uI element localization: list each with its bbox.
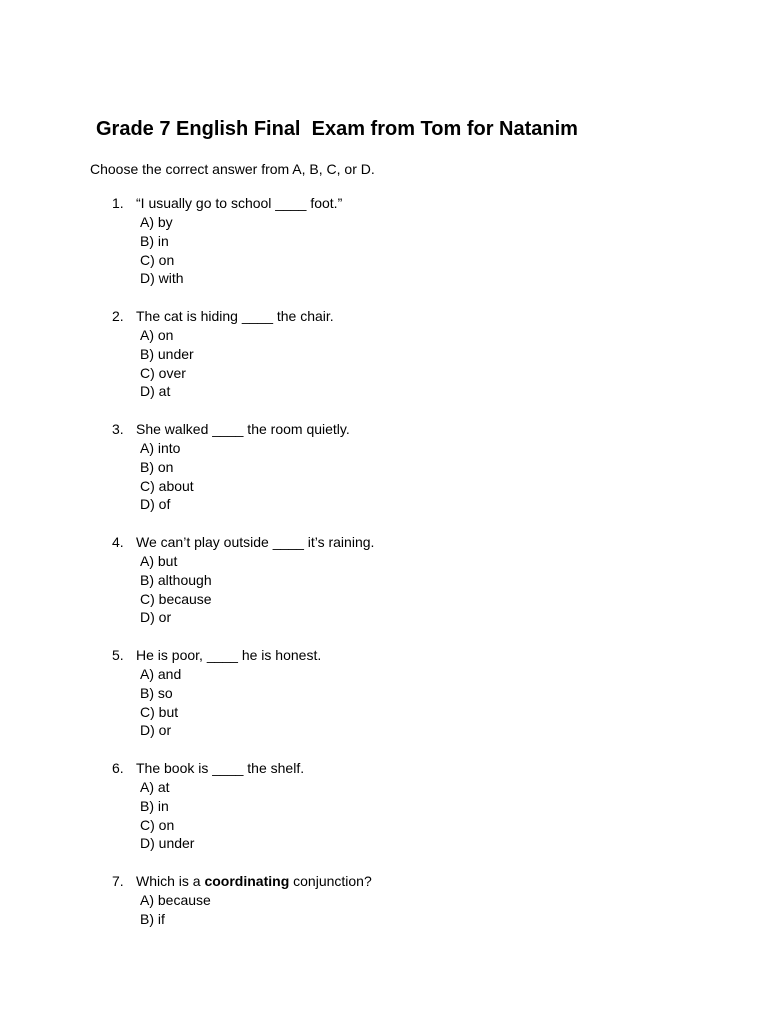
question-2: [0, 307, 768, 420]
question-number: 7.: [112, 873, 124, 889]
option-d: D) at: [140, 383, 171, 400]
question-text: He is poor, ____ he is honest.: [136, 647, 322, 663]
question-number: 5.: [112, 647, 124, 663]
option-a: A) but: [140, 553, 178, 569]
question-number: 6.: [112, 760, 124, 776]
option-list: [140, 665, 181, 740]
option-d: D) or: [140, 609, 172, 626]
option-a: A) and: [140, 666, 182, 682]
option-d: D) of: [140, 496, 171, 513]
question-4: [0, 533, 768, 646]
question-text-emphasis: coordinating: [204, 873, 290, 889]
question-7: [0, 872, 768, 985]
option-b: B) although: [140, 571, 212, 588]
instructions: Choose the correct answer from A, B, C, or D.: [90, 161, 375, 177]
option-a: A) by: [140, 214, 173, 230]
option-list: [140, 891, 211, 929]
question-6: [0, 759, 768, 872]
option-a: A) at: [140, 779, 170, 795]
option-c: C) over: [140, 364, 186, 381]
option-c: C) because: [140, 590, 212, 607]
option-c: C) about: [140, 477, 194, 494]
question-text: [136, 872, 372, 890]
option-c: C) on: [140, 816, 175, 833]
question-number: 2.: [112, 308, 124, 324]
option-a: A) into: [140, 440, 181, 456]
option-list: [140, 552, 212, 627]
option-b: B) in: [140, 797, 169, 814]
option-b: B) if: [140, 910, 165, 927]
question-1: [0, 194, 768, 307]
question-text: The book is ____ the shelf.: [136, 760, 305, 776]
option-a: A) because: [140, 892, 211, 908]
question-3: [0, 420, 768, 533]
option-c: C) on: [140, 251, 175, 268]
option-list: [140, 439, 194, 514]
question-number: 3.: [112, 421, 124, 437]
option-d: D) under: [140, 835, 195, 852]
question-text: “I usually go to school ____ foot.”: [136, 195, 343, 211]
question-text: We can’t play outside ____ it’s raining.: [136, 534, 375, 550]
question-5: [0, 646, 768, 759]
option-c: C) but: [140, 703, 179, 720]
question-number: 4.: [112, 534, 124, 550]
option-list: [140, 326, 194, 401]
option-d: D) with: [140, 270, 184, 287]
question-text: She walked ____ the room quietly.: [136, 421, 350, 437]
question-text: The cat is hiding ____ the chair.: [136, 308, 334, 324]
question-text-before: Which is a: [136, 873, 205, 889]
option-b: B) under: [140, 345, 194, 362]
question-number: 1.: [112, 195, 124, 211]
option-b: B) in: [140, 232, 169, 249]
option-d: D) or: [140, 722, 172, 739]
option-b: B) on: [140, 458, 174, 475]
question-list: [0, 194, 768, 985]
option-a: A) on: [140, 327, 174, 343]
question-text-after: conjunction?: [289, 873, 372, 889]
option-list: [140, 213, 184, 288]
page-title: Grade 7 English Final Exam from Tom for Natanim: [96, 118, 578, 140]
option-list: [140, 778, 194, 853]
option-b: B) so: [140, 684, 173, 701]
